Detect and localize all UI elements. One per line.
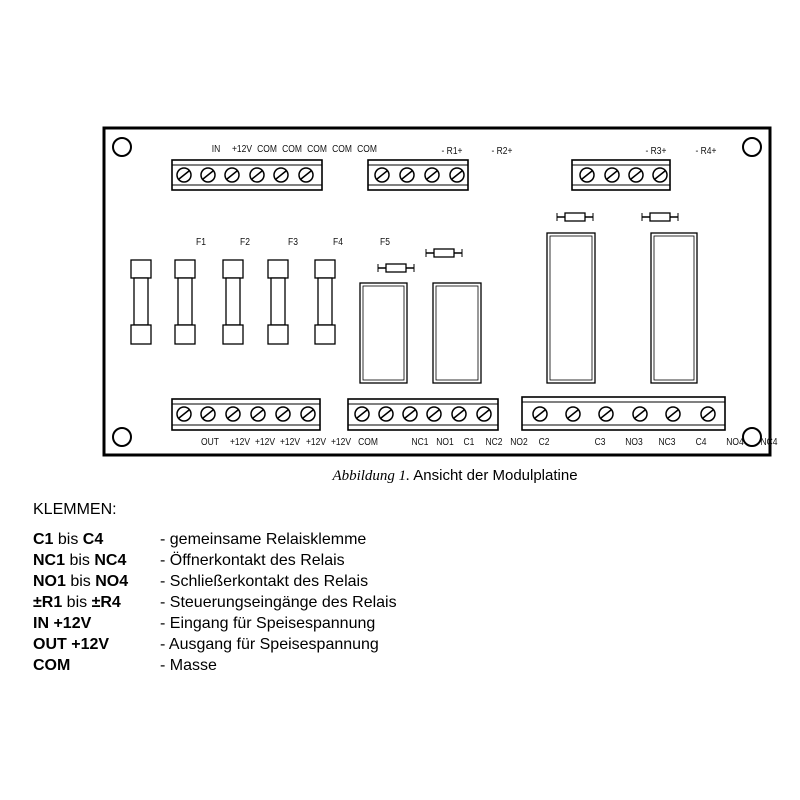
fuse-body (271, 278, 285, 325)
fuse-body (226, 278, 240, 325)
mounting-hole (113, 428, 131, 446)
fuse-cap (131, 325, 151, 344)
fuse-cap (315, 325, 335, 344)
terminal-label: NC3 (658, 436, 676, 448)
terminal-label: +12V (229, 436, 251, 448)
legend-description: - Ausgang für Speisespannung (160, 636, 379, 653)
fuse-cap (175, 325, 195, 344)
relay (433, 283, 481, 383)
relay (547, 233, 595, 383)
terminal-label: C4 (695, 436, 707, 448)
legend-title: KLEMMEN: (33, 501, 117, 518)
terminal-label: C1 (463, 436, 475, 448)
terminal-label: - R2+ (491, 145, 513, 157)
term-end: ±R4 (91, 594, 121, 611)
legend-term (33, 571, 160, 592)
caption-prefix: Abbildung 1. (332, 468, 410, 484)
fuse-cap (223, 260, 243, 278)
terminal-label: COM (357, 143, 377, 155)
legend-row (33, 550, 397, 571)
term-connector: bis (53, 531, 83, 548)
term-connector: bis (62, 594, 92, 611)
mounting-hole (743, 428, 761, 446)
mounting-hole (113, 138, 131, 156)
terminal-label: +12V (305, 436, 327, 448)
terminal-label: NC4 (760, 436, 778, 448)
legend-description: - gemeinsame Relaisklemme (160, 531, 367, 548)
terminal-label: COM (358, 436, 378, 448)
label-in: IN (211, 143, 221, 155)
terminal-legend (33, 499, 397, 676)
terminal-label: COM (332, 143, 352, 155)
fuse-cap (315, 260, 335, 278)
fuse-label: F3 (288, 236, 298, 248)
terminal-label: +12V (231, 143, 253, 155)
legend-term (33, 655, 160, 676)
legend-row (33, 634, 397, 655)
terminal-label: COM (257, 143, 277, 155)
fuse-label: F4 (333, 236, 343, 248)
legend-term (33, 592, 160, 613)
terminal-label: NC2 (485, 436, 503, 448)
terminal-label: COM (307, 143, 327, 155)
relay (651, 233, 697, 383)
relay (360, 283, 407, 383)
terminal-label: NO3 (625, 436, 643, 448)
legend-description: - Öffnerkontakt des Relais (160, 552, 345, 569)
resistor (565, 213, 585, 221)
term-start: OUT +12V (33, 636, 110, 653)
fuse-body (318, 278, 332, 325)
term-start: C1 (33, 531, 54, 548)
legend-term (33, 613, 160, 634)
legend-row (33, 529, 397, 550)
term-start: IN +12V (33, 615, 92, 632)
fuse-cap (268, 325, 288, 344)
caption-text: Ansicht der Modulplatine (413, 467, 578, 484)
terminal-label: +12V (330, 436, 352, 448)
fuse-label: F2 (240, 236, 250, 248)
terminal-label: NC1 (411, 436, 429, 448)
terminal-label: +12V (254, 436, 276, 448)
legend-row (33, 592, 397, 613)
term-connector: bis (65, 573, 96, 590)
figure-caption (0, 467, 800, 485)
terminal-label: NO4 (726, 436, 744, 448)
terminal-label: COM (282, 143, 302, 155)
term-start: ±R1 (33, 594, 63, 611)
resistor (386, 264, 406, 272)
label-out: OUT (201, 436, 219, 448)
terminal-label: C2 (538, 436, 550, 448)
terminal-label: +12V (279, 436, 301, 448)
terminal-label: NO2 (510, 436, 528, 448)
term-end: NO4 (95, 573, 129, 590)
legend-row (33, 655, 397, 676)
term-end: NC4 (94, 552, 127, 569)
legend-row (33, 571, 397, 592)
fuse-label: F5 (380, 236, 390, 248)
term-start: COM (33, 657, 71, 674)
fuse-body (134, 278, 148, 325)
fuse-label: F1 (196, 236, 206, 248)
term-connector: bis (65, 552, 95, 569)
terminal-label: C3 (594, 436, 606, 448)
terminal-label: - R1+ (441, 145, 463, 157)
legend-row (33, 613, 397, 634)
terminal-label: NO1 (436, 436, 454, 448)
resistor (434, 249, 454, 257)
fuse-cap (175, 260, 195, 278)
resistor (650, 213, 670, 221)
legend-term (33, 634, 160, 655)
fuse-cap (131, 260, 151, 278)
term-start: NO1 (33, 573, 66, 590)
legend-description: - Eingang für Speisespannung (160, 615, 376, 632)
terminal-label: - R4+ (695, 145, 717, 157)
term-start: NC1 (33, 552, 66, 569)
legend-description: - Masse (160, 657, 217, 674)
legend-description: - Steuerungseingänge des Relais (160, 594, 397, 611)
legend-term (33, 529, 160, 550)
legend-term (33, 550, 160, 571)
fuse-body (178, 278, 192, 325)
legend-description: - Schließerkontakt des Relais (160, 573, 369, 590)
mounting-hole (743, 138, 761, 156)
fuse-cap (223, 325, 243, 344)
fuse-cap (268, 260, 288, 278)
term-end: C4 (82, 531, 104, 548)
terminal-label: - R3+ (645, 145, 667, 157)
